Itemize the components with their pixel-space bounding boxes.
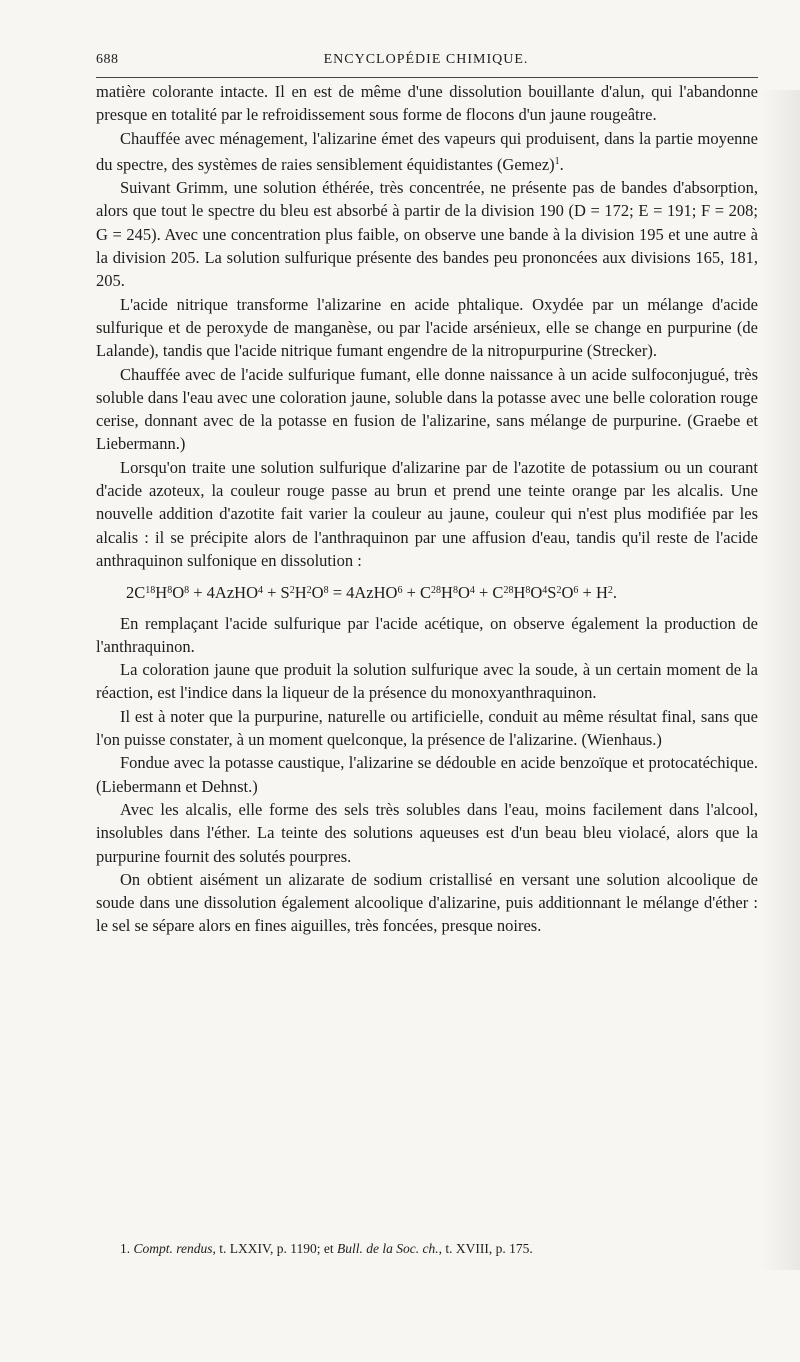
formula-term: O bbox=[172, 583, 185, 603]
formula-subscript: 2 bbox=[306, 585, 312, 597]
footnote-number: 1. bbox=[120, 1241, 131, 1256]
paragraph-azotite: Lorsqu'on traite une solution sulfurique d'alizarine par de l'azotite de potassium ou un courant d'acide azoteux, la couleur rouge passe au brun et prend une teinte orange par les alcalis. Une nouvelle addition d'azotite fait varier la couleur au jaune, couleur qui n'est plus modifiée par les alcalis : il se précipite alors de l'anthraquinon par une affusion d'eau, tandis qu'il reste de l'acide anthraquinon sulfonique en dissolution : bbox=[96, 457, 758, 570]
paragraph-text: Chauffée avec ménagement, l'alizarine émet des vapeurs qui produisent, dans la partie moyenne du spectre, des systèmes de raies sensiblement équidistantes (Gemez) bbox=[96, 128, 758, 174]
formula-subscript: 4 bbox=[469, 585, 475, 597]
formula-term: H bbox=[294, 583, 307, 603]
formula-term: O bbox=[561, 583, 574, 603]
footnote-marker: 1 bbox=[554, 155, 560, 167]
formula-subscript: 8 bbox=[452, 585, 458, 597]
formula-subscript: 2 bbox=[607, 585, 613, 597]
formula-term: = 4AzHO bbox=[328, 583, 398, 603]
footnote-ref2-title: Bull. de la Soc. ch. bbox=[337, 1241, 439, 1256]
formula-subscript: 2 bbox=[289, 585, 295, 597]
paragraph-spectrum-heat: Chauffée avec ménagement, l'alizarine émet des vapeurs qui produisent, dans la partie moyenne du spectre, des systèmes de raies sensiblement équidistantes (Gemez)$^1$. bbox=[96, 128, 758, 174]
formula-subscript: 4 bbox=[542, 585, 548, 597]
formula-term: + C bbox=[474, 583, 504, 603]
footnote bbox=[120, 1240, 760, 1258]
formula-subscript: 28 bbox=[431, 585, 442, 597]
formula-subscript: 4 bbox=[258, 585, 263, 597]
formula-subscript: 8 bbox=[323, 585, 329, 597]
running-header bbox=[96, 52, 756, 74]
paragraph-alkalis: Avec les alcalis, elle forme des sels très solubles dans l'eau, moins facilement dans l'alcool, insolubles dans l'éther. La teinte des solutions aqueuses est d'un beau bleu violacé, alors que la purpurine fournit des solutés pourpres. bbox=[96, 799, 758, 866]
formula-term: . bbox=[612, 583, 617, 603]
formula-term: 2C bbox=[126, 583, 146, 603]
paragraph-grimm-absorption: Suivant Grimm, une solution éthérée, très concentrée, ne présente pas de bandes d'absorption, alors que tout le spectre du bleu est absorbé à partir de la division 190 (D = 172; E = 191; F = 208; G = 245). Avec une concentration plus faible, on observe une bande à la division 195 et une autre à la division 205. La solution sulfurique présente des bandes peu prononcées aux divisions 165, 181, 205. bbox=[96, 178, 758, 291]
formula-subscript: 2 bbox=[556, 585, 562, 597]
footnote-ref1-detail: , t. LXXIV, p. 1190; et bbox=[212, 1241, 338, 1256]
formula-term: S bbox=[547, 583, 557, 603]
paragraph-nitric-acid: L'acide nitrique transforme l'alizarine en acide phtalique. Oxydée par un mélange d'acide sulfurique et de peroxyde de manganèse, ou par l'acide arsénieux, elle se change en purpurine (de Lalande), tandis que l'acide nitrique fumant engendre de la nitropurpurine (Strecker). bbox=[96, 294, 758, 361]
formula-term: H bbox=[513, 583, 526, 603]
formula-subscript: 8 bbox=[167, 585, 173, 597]
header-rule bbox=[96, 77, 758, 78]
formula-term: + H bbox=[578, 583, 608, 603]
formula-term: + C bbox=[402, 583, 432, 603]
formula-subscript: 8 bbox=[525, 585, 531, 597]
formula-term: O bbox=[530, 583, 543, 603]
formula-term: + S bbox=[263, 583, 290, 603]
footnote-ref2-detail: , t. XVIII, p. 175. bbox=[438, 1241, 533, 1256]
paragraph-sodium-alizarate: On obtient aisément un alizarate de sodium cristallisé en versant une solution alcoolique de soude dans une dissolution également alcoolique d'alizarine, puis additionnant le mélange d'éther : le sel se sépare alors en fines aiguilles, très foncées, presque noires. bbox=[96, 869, 758, 936]
formula-term: O bbox=[311, 583, 324, 603]
running-title: ENCYCLOPÉDIE CHIMIQUE. bbox=[323, 52, 529, 67]
formula-subscript: 28 bbox=[503, 585, 514, 597]
formula-term: H bbox=[155, 583, 168, 603]
footnote-ref1-title: Compt. rendus bbox=[133, 1241, 213, 1256]
paragraph-purpurine-note: Il est à noter que la purpurine, naturelle ou artificielle, conduit au même résultat final, sans que l'on puisse constater, à un moment quelconque, la présence de l'alizarine. (Wienhaus.) bbox=[96, 706, 758, 750]
paragraph-acetic: En remplaçant l'acide sulfurique par l'acide acétique, on observe également la production de l'anthraquinon. bbox=[96, 613, 758, 656]
formula-term: H bbox=[441, 583, 453, 603]
page-edge-shadow bbox=[760, 90, 800, 1270]
formula-term: O bbox=[457, 583, 470, 603]
paragraph-potash-fusion: Fondue avec la potasse caustique, l'alizarine se dédouble en acide benzoïque et protocatéchique. (Liebermann et Dehnst.) bbox=[96, 753, 758, 796]
page-body bbox=[96, 80, 758, 938]
formula-subscript: 18 bbox=[145, 585, 156, 597]
formula-subscript: 6 bbox=[397, 585, 403, 597]
paragraph-continuation: matière colorante intacte. Il en est de même d'une dissolution bouillante d'alun, qui l'abandonne presque en totalité par le refroidissement sous forme de flocons d'un jaune rougeâtre. bbox=[96, 82, 758, 125]
paragraph-sulfuric-fuming: Chauffée avec de l'acide sulfurique fumant, elle donne naissance à un acide sulfoconjugué, très soluble dans l'eau avec une coloration jaune, soluble dans la potasse avec une belle coloration rouge cerise, donnant avec de la potasse en fusion de l'alizarine, sans mélange de purpurine. (Graebe et Liebermann.) bbox=[96, 364, 758, 454]
formula-subscript: 6 bbox=[573, 585, 579, 597]
formula-term: + 4AzHO bbox=[189, 583, 258, 603]
paragraph-soda-coloration: La coloration jaune que produit la solution sulfurique avec la soude, à un certain moment de la réaction, est l'indice dans la liqueur de la présence du monoxyanthraquinon. bbox=[96, 660, 758, 703]
page-number: 688 bbox=[96, 52, 119, 67]
chemical-equation bbox=[126, 579, 758, 604]
formula-subscript: 8 bbox=[184, 585, 190, 597]
